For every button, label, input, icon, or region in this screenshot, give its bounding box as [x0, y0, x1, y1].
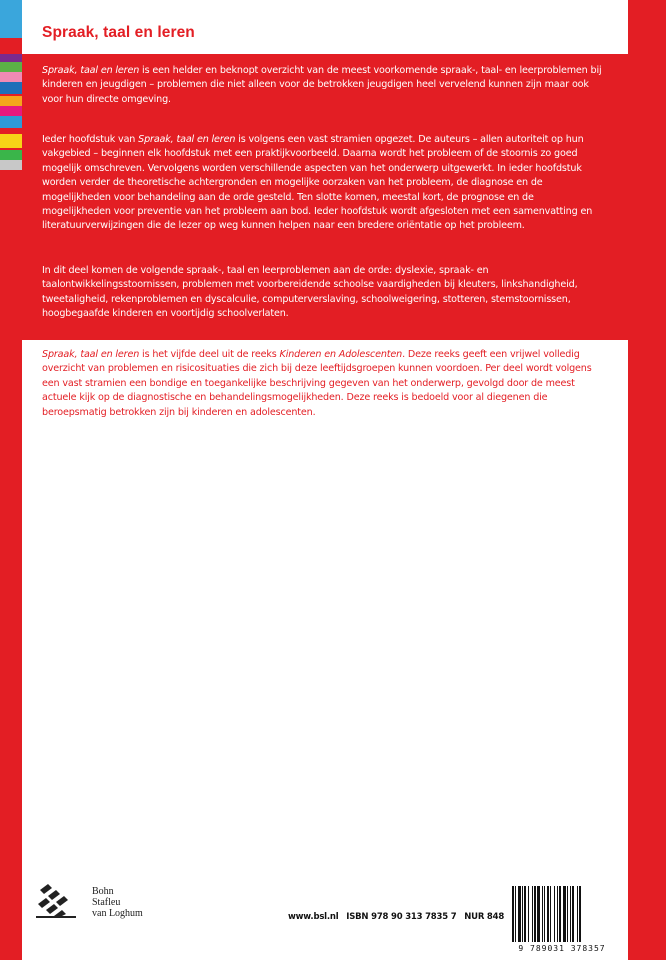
series-text-2: . Deze reeks geeft een vrijwel volledig overzicht van problemen en risicosituaties die zich bij deze leeftijdsgroepen kunnen voordoen. Per deel wordt volgens een vast stramien een bondige en toegankelijke beschrijving gegeven van het onderwerp, gevolgd door de meest actuele kijk op de diagnostische en behandelingsmogelijkheden. Deze reeks is bedoeld voor al diegenen die beroepsmatig betrokken zijn bij kinderen en adolescenten.	[42, 349, 592, 418]
color-stripe	[0, 82, 22, 94]
color-stripe	[0, 160, 22, 170]
color-stripe	[0, 62, 22, 72]
color-stripe	[0, 116, 22, 128]
barcode-icon	[508, 884, 614, 944]
publisher-name	[92, 886, 143, 919]
nur-text: NUR 848	[464, 912, 505, 922]
barcode-digits: 9 789031 378357	[518, 944, 606, 953]
topics-text: In dit deel komen de volgende spraak-, taal en leerproblemen aan de orde: dyslexie, spraak- en taalontwikkelingsstoornissen, problemen met voorbereidende schoolse vaardigheden bij kleuters, linkshandigheid, tweetaligheid, rekenproblemen en dyscalculie, computerverslaving, schoolweigering, stotteren, stemstoornissen, hoogbegaafde kinderen en voortijdig schoolverlaten.	[42, 265, 578, 320]
series-paragraph	[42, 348, 602, 420]
publisher-line-1: Bohn	[92, 886, 114, 897]
structure-prefix: Ieder hoofdstuk van	[42, 134, 139, 145]
color-stripe	[0, 54, 22, 62]
structure-text: is volgens een vast stramien opgezet. De auteurs – allen autoriteit op hun vakgebied – beginnen elk hoofdstuk met een praktijkvoorbeeld. Daarna wordt het probleem of de stoornis zo goed mogelijk omschreven. Vervolgens worden verschillende aspecten van het onderwerp uitgewerkt. In ieder hoofdstuk worden verder de theoretische achtergronden en mogelijke oorzaken van het probleem, de diagnose en de mogelijkheden voor behandeling aan de orde gesteld. Ten slotte komen, meestal kort, de prognose en de mogelijkheden voor preventie van het probleem aan bod. Ieder hoofdstuk wordt afgesloten met een samenvatting en literatuurverwijzingen die de lezer op weg kunnen helpen naar een bredere oriëntatie op het probleem.	[42, 134, 593, 232]
series-title: Spraak, taal en leren	[42, 349, 140, 360]
series-text-1: is het vijfde deel uit de reeks	[139, 349, 280, 360]
isbn-text: ISBN 978 90 313 7835 7	[346, 912, 457, 922]
color-stripe	[0, 106, 22, 116]
color-stripe	[0, 38, 22, 52]
color-stripe	[0, 150, 22, 160]
footer-info	[288, 912, 509, 922]
color-stripe	[0, 0, 22, 38]
book-title: Spraak, taal en leren	[42, 24, 195, 41]
color-stripe	[0, 96, 22, 106]
color-stripe	[0, 72, 22, 82]
topics-paragraph	[42, 264, 602, 322]
series-name: Kinderen en Adolescenten	[279, 349, 403, 360]
publisher-line-2: Stafleu	[92, 897, 121, 908]
intro-text: is een helder en beknopt overzicht van de meest voorkomende spraak-, taal- en leerproblemen bij kinderen en jeugdigen – problemen die niet alleen voor de betrokken jeugdigen heel vervelend kunnen zijn maar ook voor hun directe omgeving.	[42, 65, 602, 105]
structure-title: Spraak, taal en leren	[138, 134, 236, 145]
intro-title: Spraak, taal en leren	[42, 65, 140, 76]
publisher-logo-icon	[36, 882, 78, 918]
color-stripe	[0, 134, 22, 148]
intro-paragraph	[42, 64, 602, 107]
website-text: www.bsl.nl	[288, 912, 339, 922]
structure-paragraph	[42, 133, 602, 234]
publisher-line-3: van Loghum	[92, 908, 143, 919]
